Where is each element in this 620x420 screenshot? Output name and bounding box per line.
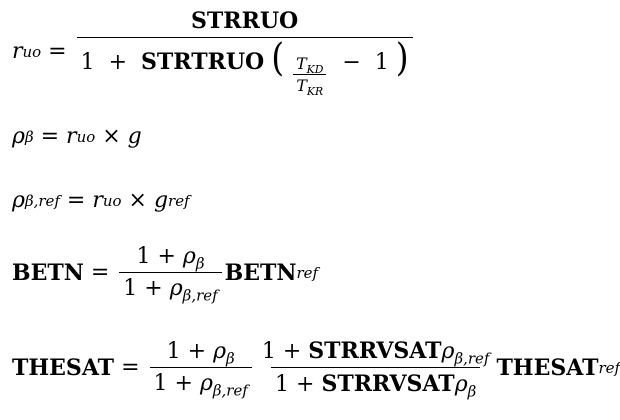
rho-symbol: ρ [454,372,468,397]
strtruo-name: STRTRUO [141,49,265,75]
plus-sign: + [296,372,315,397]
beta-subscript: β [226,349,235,368]
tkd-tkr-fraction [293,54,326,99]
one-term: 1 [123,276,138,301]
times-sign: × [102,124,121,149]
kr-subscript: KR [306,85,324,99]
g-symbol: g [153,188,169,213]
one-term: 1 [275,372,289,397]
rho-symbol: ρ [169,276,183,301]
thesat-numerator-1 [163,339,239,367]
equation-r-uo: r uo = STRRUO 1 + STRTRUO ( $\frac{T_{KD}}{T_{KR}}$ − 1 ) [12,8,416,95]
rho-symbol: ρ [182,244,196,269]
one-term: 1 [374,50,389,75]
plus-sign: + [187,339,207,364]
strruo-numerator: STRRUO [191,8,299,34]
beta-subscript: β [195,254,205,273]
tkr-denominator [293,74,326,99]
beta-text: β [24,191,34,210]
equation-rho-beta-ref: ρ β,ref = r uo × g ref [12,188,190,213]
beta-text: β [212,381,222,400]
ref-text: ref [226,381,248,400]
plus-sign: + [108,50,128,75]
r-symbol: r [92,188,103,213]
minus-sign: − [342,50,361,75]
beta-text: β [454,349,464,368]
times-sign: × [128,188,147,213]
beta-subscript: β [467,382,477,401]
rho-symbol: ρ [213,339,227,364]
thesat-name: THESAT [12,354,115,381]
rho-symbol: ρ [441,339,455,364]
r-uo-denominator [77,35,413,99]
equals-sign: = [48,39,67,64]
r-uo-fraction [77,8,413,99]
left-paren: ( [271,35,285,80]
equation-rho-beta: ρ β = r uo × g [12,124,142,149]
one-term: 1 [136,244,151,269]
comma-text: , [191,286,197,305]
right-paren: ) [395,35,409,80]
equation-betn: BETN = $\frac{1 + \rho_\beta}{1 + \rho_{\beta,ref}}$ BETN ref [12,244,319,305]
one-term: 1 [261,339,276,364]
r-symbol: r [12,39,23,64]
thesat-fraction-1 [150,339,252,400]
thesat-numerator-2 [258,338,494,367]
t-symbol: T [296,76,307,95]
thesat-denominator-1 [150,367,252,400]
betn-ref-name: BETN [224,259,297,286]
r-symbol: r [66,124,77,149]
thesat-denominator-2 [271,367,480,401]
betn-denominator [119,272,221,305]
strrvsat-name: STRRVSAT [308,338,442,364]
rho-symbol: ρ [12,188,25,213]
beta-ref-subscript [183,287,218,305]
plus-sign: + [157,244,176,269]
ref-text: ref [467,349,490,368]
equals-sign: = [90,260,110,285]
plus-sign: + [282,339,302,364]
equals-sign: = [40,124,60,149]
betn-numerator [132,244,208,272]
comma-text: , [463,349,468,368]
equals-sign: = [66,188,86,213]
strrvsat-name: STRRVSAT [321,371,455,397]
equals-sign: = [121,355,140,380]
thesat-fraction-2 [258,338,494,401]
equation-thesat: THESAT = $\frac{1 + \rho_\beta}{1 + \rho_{\beta,ref}}$ $\frac{1 + STRRVSAT\rho_{\beta,ref}}{1 + STRRVSAT\rho_\beta}$ THESAT ref [12,338,620,401]
ref-text: ref [196,286,218,305]
kd-subscript: KD [306,63,324,77]
beta-ref-subscript [454,350,489,368]
thesat-ref-name: THESAT [496,354,599,381]
t-symbol: T [296,54,307,73]
one-term: 1 [153,371,168,396]
rho-symbol: ρ [12,124,25,149]
one-term: 1 [80,50,95,75]
rho-symbol: ρ [199,371,213,396]
beta-ref-subscript [213,382,248,400]
comma-text: , [221,381,227,400]
one-term: 1 [166,339,181,364]
beta-text: β [182,286,192,305]
plus-sign: + [144,276,163,301]
tkd-numerator [293,54,326,77]
ref-text: ref [38,191,60,210]
betn-fraction [119,244,221,305]
plus-sign: + [174,371,193,396]
g-symbol: g [127,124,142,149]
betn-name: BETN [12,259,84,286]
comma-text: , [33,191,39,210]
